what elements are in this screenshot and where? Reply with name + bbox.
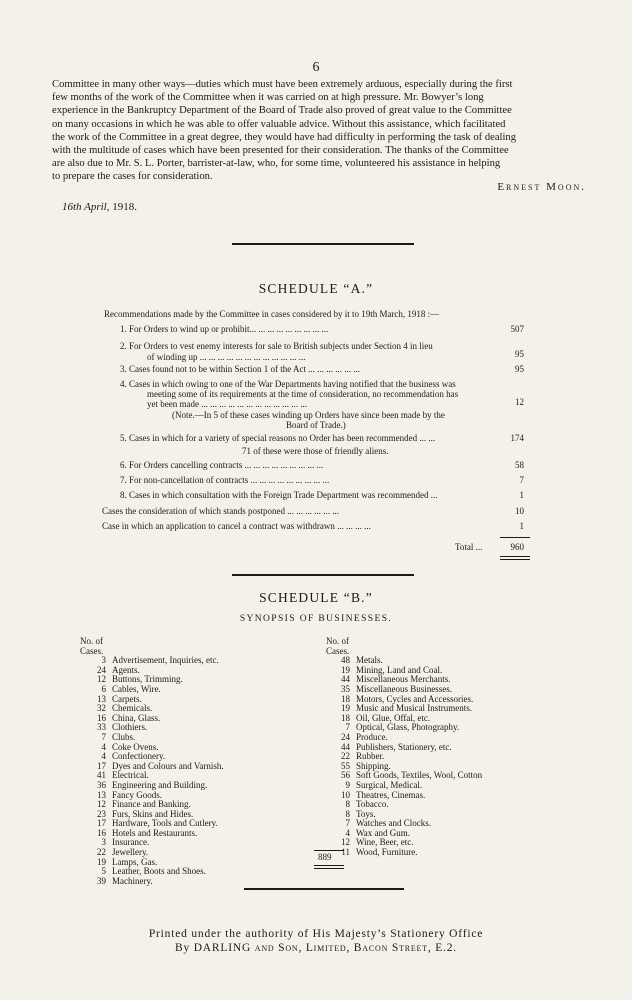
total-label: Total ... — [455, 542, 483, 552]
business-name: Hardware, Tools and Cutlery. — [112, 818, 218, 829]
business-name: Insurance. — [112, 837, 150, 848]
business-count: 13 — [97, 789, 106, 800]
date-day: 16th April, — [62, 201, 110, 213]
business-count: 11 — [341, 847, 350, 858]
business-name: Oil, Glue, Offal, etc. — [356, 712, 431, 723]
row-text: of winding up ... ... ... ... ... ... ... ... ... ... ... ... — [147, 352, 306, 362]
business-count: 41 — [97, 770, 106, 781]
business-name: Surgical, Medical. — [356, 779, 423, 790]
business-count: 22 — [97, 847, 106, 858]
businesses-right-column — [304, 637, 594, 858]
business-name: Cables, Wire. — [112, 683, 161, 694]
row-text: 2. For Orders to vest enemy interests for sale to British subjects under Section 4 in lieu — [120, 341, 433, 351]
business-count: 48 — [341, 655, 350, 666]
business-count: 7 — [345, 818, 350, 829]
page-number: 6 — [312, 60, 320, 75]
business-name: Publishers, Stationery, etc. — [356, 741, 452, 752]
paragraph-line: experience in the Bankruptcy Department of the Board of Trade also proved of great value to the Committee — [52, 105, 512, 117]
row-value: 1 — [519, 521, 524, 531]
business-name: Coke Ovens. — [112, 741, 159, 752]
paragraph-line: to prepare the cases for consideration. — [52, 171, 213, 183]
business-count: 8 — [345, 808, 350, 819]
imprint-rest: and Son, Limited, Bacon Street, E.2. — [251, 942, 457, 954]
row-text: meeting some of its requirements at the time of consideration, no recommendation has — [147, 389, 459, 399]
date-year: 1918. — [109, 201, 137, 213]
business-count: 12 — [97, 674, 106, 685]
business-name: Carpets. — [112, 693, 142, 704]
business-name: Confectionery. — [112, 751, 166, 762]
column-header: Cases. — [80, 645, 104, 656]
business-count: 4 — [101, 751, 106, 762]
business-count: 18 — [341, 712, 350, 723]
business-count: 19 — [341, 664, 350, 675]
row-text: 6. For Orders cancelling contracts ... ... ... ... ... ... ... ... ... — [120, 460, 324, 470]
row-text: 1. For Orders to wind up or prohibit... ... ... ... ... ... ... ... ... — [120, 324, 329, 334]
paragraph-line: on many occasions in which he was able to offer valuable advice. Without this assistance, which facilitated — [52, 118, 506, 130]
business-name: Machinery. — [112, 875, 153, 886]
business-count: 36 — [97, 779, 106, 790]
business-name: Music and Musical Instruments. — [356, 703, 472, 714]
business-name: Watches and Clocks. — [356, 818, 432, 829]
paragraph-line: with the multitude of cases which have been presented for their consideration. The thanks of the Committee — [52, 145, 509, 157]
business-count: 7 — [345, 722, 350, 733]
paragraph-line: the work of the Committee in a great degree, they would have had difficulty in performing the task of dealing — [52, 131, 517, 143]
business-count: 18 — [341, 693, 350, 704]
business-name: Leather, Boots and Shoes. — [112, 866, 206, 877]
business-name: Wood, Furniture. — [356, 847, 418, 858]
business-name: China, Glass. — [112, 712, 161, 723]
business-name: Engineering and Building. — [112, 779, 208, 790]
business-count: 12 — [97, 799, 106, 810]
imprint-line-2 — [0, 941, 632, 955]
divider-rule — [232, 574, 414, 576]
business-name: Wax and Gum. — [356, 827, 411, 838]
synopsis-double-rule — [314, 865, 344, 866]
row-text: 7. For non-cancellation of contracts ... ... ... ... ... ... ... ... ... — [120, 475, 330, 485]
business-name: Advertisement, Inquiries, etc. — [112, 655, 219, 666]
business-name: Metals. — [356, 655, 383, 666]
row-value: 507 — [510, 324, 524, 334]
business-count: 19 — [97, 856, 106, 867]
schedule-b-title: SCHEDULE “B.” — [259, 590, 373, 605]
imprint-line-1: Printed under the authority of His Majesty’s Stationery Office — [148, 928, 484, 940]
row-text: Case in which an application to cancel a contract was withdrawn ... ... ... ... — [102, 521, 371, 531]
business-name: Lamps, Gas. — [112, 856, 158, 867]
business-count: 39 — [97, 875, 106, 886]
paragraph-line: Committee in many other ways—duties which must have been extremely arduous, especially during the first — [52, 79, 513, 90]
synopsis-total-rule — [314, 850, 344, 851]
row-value: 7 — [519, 475, 524, 485]
business-name: Clothiers. — [112, 722, 148, 733]
row-value: 95 — [515, 349, 524, 359]
imprint-prefix: By — [175, 942, 194, 954]
business-name: Wine, Beer, etc. — [356, 837, 414, 848]
business-count: 6 — [101, 683, 106, 694]
schedule-b-subtitle: SYNOPSIS OF BUSINESSES. — [239, 614, 393, 624]
paragraph-line: few months of the work of the Committee when it was carried on at high pressure. Mr. Bowyer’s long — [52, 92, 484, 104]
business-count: 4 — [101, 741, 106, 752]
business-name: Electrical. — [112, 770, 149, 781]
row-text: 4. Cases in which owing to one of the War Departments having notified that the business was — [120, 379, 456, 389]
schedule-a-row-2 — [0, 341, 632, 363]
business-count: 16 — [97, 712, 106, 723]
business-count: 17 — [97, 818, 106, 829]
business-name: Buttons, Trimming. — [112, 674, 183, 685]
friendly-aliens-note: 71 of these were those of friendly aliens. — [242, 446, 389, 456]
column-header: Cases. — [326, 645, 350, 656]
business-name: Produce. — [356, 731, 388, 742]
business-count: 17 — [97, 760, 106, 771]
row-value: 10 — [515, 506, 524, 516]
business-name: Miscellaneous Businesses. — [356, 683, 452, 694]
business-count: 22 — [341, 751, 350, 762]
business-name: Tobacco. — [356, 799, 389, 810]
business-count: 33 — [97, 722, 106, 733]
business-name: Theatres, Cinemas. — [356, 789, 426, 800]
total-top-rule — [500, 537, 530, 538]
business-name: Jewellery. — [112, 847, 149, 858]
column-header: No. of — [326, 636, 349, 646]
business-count: 16 — [97, 827, 106, 838]
business-name: Chemicals. — [112, 703, 153, 714]
business-name: Clubs. — [112, 731, 136, 742]
business-count: 3 — [101, 837, 106, 848]
row-text: 8. Cases in which consultation with the Foreign Trade Department was recommended ... — [120, 490, 438, 500]
divider-rule — [244, 888, 404, 890]
row-text: 5. Cases in which for a variety of special reasons no Order has been recommended ... ... — [120, 433, 436, 443]
row-value: 174 — [510, 433, 524, 443]
business-count: 44 — [341, 741, 350, 752]
business-item — [80, 877, 320, 887]
business-name: Agents. — [112, 664, 140, 675]
business-count: 3 — [101, 655, 106, 666]
row-value: 1 — [519, 490, 524, 500]
business-count: 44 — [341, 674, 350, 685]
row-value: 95 — [515, 364, 524, 374]
business-name: Motors, Cycles and Accessories. — [356, 693, 474, 704]
business-name: Toys. — [356, 808, 376, 819]
imprint-printer: DARLING — [193, 942, 252, 954]
schedule-a-title: SCHEDULE “A.” — [258, 281, 374, 296]
business-count: 10 — [341, 789, 350, 800]
business-count: 9 — [345, 779, 350, 790]
business-name: Optical, Glass, Photography. — [356, 722, 460, 733]
business-count: 56 — [341, 770, 350, 781]
row-text: Cases the consideration of which stands postponed ... ... ... ... ... ... — [102, 506, 339, 516]
body-paragraph — [52, 78, 584, 184]
business-count: 19 — [341, 703, 350, 714]
business-name: Fancy Goods. — [112, 789, 162, 800]
total-double-rule — [500, 559, 530, 560]
row-text: yet been made ... ... ... ... ... ... ... ... ... ... ... ... — [147, 399, 307, 409]
schedule-a-row-5 — [0, 433, 632, 457]
synopsis-double-rule — [314, 868, 344, 869]
row-value: 12 — [515, 397, 524, 407]
paragraph-line: are also due to Mr. S. L. Porter, barrister-at-law, who, for some time, volunteered his assistance in helping — [52, 158, 501, 170]
business-count: 35 — [341, 683, 350, 694]
note-text: Board of Trade.) — [286, 420, 346, 430]
business-name: Hotels and Restaurants. — [112, 827, 198, 838]
total-double-rule — [500, 556, 530, 557]
business-count: 55 — [341, 760, 350, 771]
row-value: 58 — [515, 460, 524, 470]
business-count: 32 — [97, 703, 106, 714]
business-name: Mining, Land and Coal. — [356, 664, 443, 675]
schedule-a-intro: Recommendations made by the Committee in cases considered by it to 19th March, 1918 :— — [104, 309, 440, 319]
column-header: No. of — [80, 636, 103, 646]
total-value: 960 — [510, 542, 524, 552]
schedule-a-row-4 — [0, 379, 632, 439]
printer-imprint — [0, 927, 632, 955]
note-text: (Note.—In 5 of these cases winding up Orders have since been made by the — [172, 410, 445, 420]
business-name: Miscellaneous Merchants. — [356, 674, 451, 685]
date-line — [62, 201, 137, 213]
business-name: Rubber. — [356, 751, 385, 762]
business-name: Furs, Skins and Hides. — [112, 808, 194, 819]
business-name: Shipping. — [356, 760, 391, 771]
business-count: 23 — [97, 808, 106, 819]
business-count: 24 — [341, 731, 350, 742]
business-item — [304, 848, 594, 858]
business-count: 13 — [97, 693, 106, 704]
business-count: 24 — [97, 664, 106, 675]
business-count: 8 — [345, 799, 350, 810]
signature: Ernest Moon. — [497, 181, 586, 193]
businesses-left-column — [80, 637, 320, 886]
business-count: 5 — [101, 866, 106, 877]
business-name: Dyes and Colours and Varnish. — [112, 760, 224, 771]
business-count: 7 — [101, 731, 106, 742]
business-count: 12 — [341, 837, 350, 848]
divider-rule — [232, 243, 414, 245]
business-name: Finance and Banking. — [112, 799, 191, 810]
row-text: 3. Cases found not to be within Section 1 of the Act ... ... ... ... ... ... — [120, 364, 360, 374]
business-name: Soft Goods, Textiles, Wool, Cotton — [356, 770, 483, 781]
synopsis-total: 889 — [318, 852, 332, 862]
business-count: 4 — [345, 827, 350, 838]
